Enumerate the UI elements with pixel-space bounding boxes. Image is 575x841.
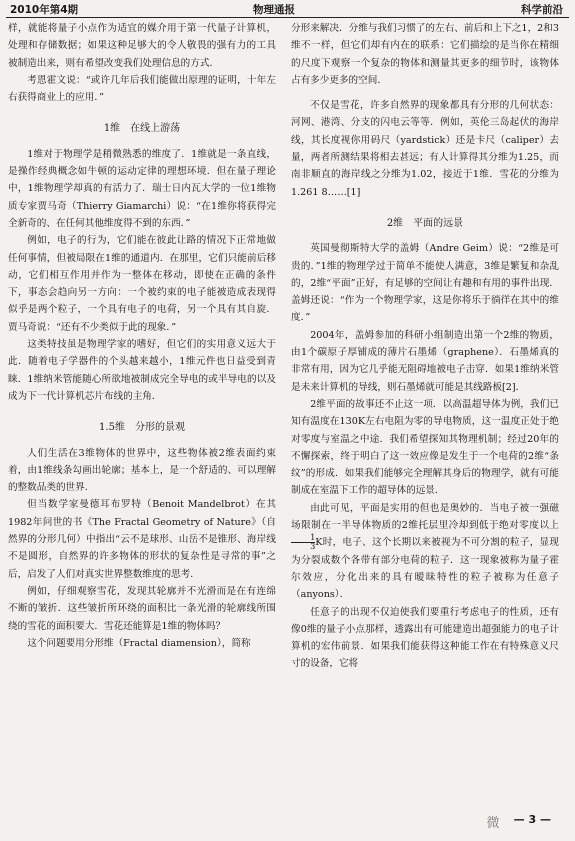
paragraph: 不仅是雪花，许多自然界的现象都具有分形的几何状态：河网、港湾、分支的闪电云等等．例如，英伦三岛起伏的海岸线，其长度视你用码尺（yardstick）还是卡尺（caliper）去量，两者所测结果将相去甚远；有人计算得其分维为1.25，而南非顺直的海岸线之分维为1.02，接近于1维．雪花的分维为1.261 8……[1] [291,100,559,198]
paragraph: 例如，电子的行为，它们能在彼此让路的情况下正常地做任何事情，但被局限在1维的通道内．在那里，它们只能前后移动，它们相互作用并作为一整体在移动，即使在正确的条件下，事态会趋向另一方向：一个被约束的电子能被造成表现得似乎是两个粒子，一个具有电子的电荷，另一个具有其自旋．贾马奇说：“还有不少类似于此的现象．” [8,235,276,333]
paragraph-fraction [291,500,559,604]
paragraph: 1维对于物理学是稍微熟悉的维度了．1维就是一条直线，是操作经典概念如牛顿的运动定律的理想环境．但在量子理论中，1维物理学却真的有活力了．瑞士日内瓦大学的一位1维物质专家贾马奇（Thierry Giamarchi）说：“在1维你将获得完全新奇的、在任何其他维度得不到的东西．” [8,148,276,229]
paragraph: 样，就能将量子小点作为适宜的媒介用于第一代量子计算机，处理和存储数据；如果这种足够大的令人敬畏的强有力的工具被制造出来，则有希望改变我们处理信息的方式． [8,23,276,69]
fraction-denominator: 3 [310,542,316,552]
text-run: K时，电子、这个长期以来被视为不可分割的粒子，显现为分裂成数个各带有部分电荷的粒子．这一现象被称为量子霍尔效应，分化出来的具有暧昧特性的粒子被称为任意子（anyons）． [291,537,559,601]
paragraph: 2004年，盖姆参加的科研小组制造出第一个2维的物质，由1个碳原子厚铺成的薄片石墨烯（graphene）．石墨烯真的非常有用，因为它几乎能无阻碍地被电子击穿．如果1维纳米管是未来计算机的导线，则石墨烯就可能是其线路板[2]． [291,329,559,393]
section-heading-fractal: 1.5维 分形的景观 [99,422,185,434]
paragraph: 分形来解决．分维与我们习惯了的左右、前后和上下之1，2和3维不一样，但它们却有内在的联系：它们描绘的是当你在精细的尺度下观察一个复杂的物体和测量其更多的细节时，该物体占有多少更多的空间． [291,23,559,86]
section-label: 科学前沿 [521,4,563,16]
section-heading-2d: 2维 平面的远景 [386,217,464,229]
paragraph: 考恩霍文说：“或许几年后我们能做出原理的证明，十年左右获得商业上的应用．” [8,74,276,104]
fraction [291,534,315,551]
section-heading-1d: 1维 在线上游荡 [103,123,181,135]
paragraph: 人们生活在3维物体的世界中，这些物体被2维表面约束着，由1维线条勾画出轮廓；基本上，是一个舒适的、可以理解的整数品类的世界． [8,447,276,494]
left-column [8,20,276,652]
paragraph: 2维平面的故事还不止这一项．以高温超导体为例，我们已知有温度在130K左右电阻为零的导电物质，这一温度正处于绝对零度与室温之中途．我们希望探知其物理机制；经过20年的不懈探索，终于明白了这一效应像是发生于一个电荷的2维“条纹”的形成．如果我们能够完全理解其身后的物理学，就有可能制成在室温下工作的超导体的远景． [291,398,559,497]
paragraph: 例如，仔细观察雪花，发现其轮廓并不光滑而是在有连绵不断的皱折．这些皱折所环绕的面积比一条光滑的轮廓线所围绕的雪花的面积要大．雪花还能算是1维的物体吗？ [8,585,276,632]
issue-label: 2010年第4期 [10,4,79,16]
journal-title: 物理通报 [253,4,295,16]
paragraph: 英国曼彻斯特大学的盖姆（Andre Geim）说：“2维是可贵的．”1维的物理学过于简单不能使人满意，3维是繁复和杂乱的，2维“平面”正好，有足够的空间让有趣和有用的事件出现．盖姆还说：“作为一个物理学家，这是你将乐于徜徉在其中的维度．” [291,243,559,324]
page-number: — 3 — [513,813,551,826]
text-run: 由此可见，平面是实用的但也是奥妙的．当电子被一强磁场限制在一半导体物质的2维托层里冷却到低于绝对零度以上 [291,502,559,532]
watermark-icon: 微 [486,816,500,831]
fraction-numerator: 1 [291,534,315,543]
paragraph: 这个问题要用分形维（Fractal diamension），简称 [27,637,251,649]
paragraph: 这类特技虽是物理学家的嗜好，但它们的实用意义远大于此．随着电子学器件的个头越来越小，1维元件也日益受到青睐．1维纳米管能随心所欲地被制成完全导电的或半导电的以及成为下一代计算机芯片布线的主角． [8,339,276,402]
right-column [291,20,559,673]
paragraph: 任意子的出现不仅迫使我们要重行考虑电子的性质，还有像0维的量子小点那样，透露出有可能建造出超强能力的电子计算机的宏伟前景．如果我们能获得这种能工作在有特殊意义尺寸的设备，它将 [291,606,559,670]
header-rule [6,17,569,18]
paragraph: 但当数学家曼德耳布罗特（Benoit Mandelbrot）在其1982年问世的书《The Fractal Geometry of Nature》（自然界的分形几何）中指出“云不是球形、山岳不是锥形、海岸线不是圆形，自然界的许多物体的形状的复杂性是寻常的事”之后，启发了人们对真实世界整数维度的思考． [8,499,276,580]
